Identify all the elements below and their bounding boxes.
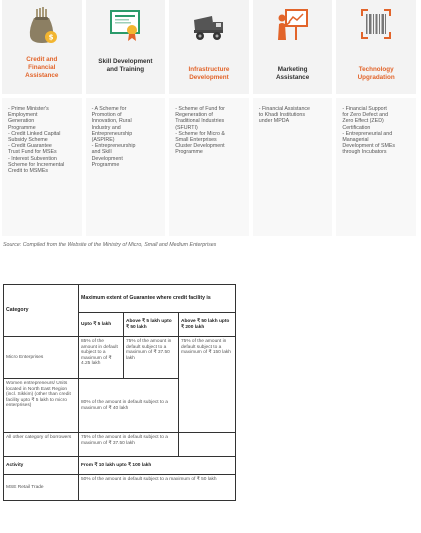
dump-truck-icon	[192, 6, 226, 46]
table-cell: 75% of the amount in default subject to a maximum of ₹ 37.50 lakh	[124, 337, 179, 379]
list-item: - Entrepreneurship and Skill Development Programme	[91, 143, 136, 168]
list-item: - Credit Guarantee Trust Fund for MSEs	[8, 143, 57, 156]
panel-title: Skill Development and Training	[98, 58, 153, 73]
table-row-label: Micro Enterprises	[4, 337, 79, 379]
panel-title: Credit and Financial Assistance	[25, 56, 59, 79]
list-item: - Financial Support for Zero Defect and Zero Effect (ZED) Certification	[342, 106, 389, 131]
list-item: - Scheme of Fund for Regeneration of Traditional Industries (SFURTI)	[175, 106, 225, 131]
guarantee-table	[3, 284, 236, 501]
table-cell: 50% of the amount in default subject to a maximum of ₹ 50 lakh	[79, 475, 236, 501]
table-cell: 75% of the amount in default subject to a maximum of ₹ 150 lakh	[179, 337, 236, 433]
col-header: Above ₹ 5 lakh upto ₹ 50 lakh	[124, 313, 179, 337]
table-row-label: MSE Retail Trade	[4, 475, 79, 501]
svg-text:$: $	[48, 33, 54, 42]
source-caption: Source: Compiled from the Website of the Ministry of Micro, Small and Medium Enterprises	[3, 242, 217, 248]
list-item: - Financial Assistance to Khadi Institutions under MPDA	[258, 106, 311, 125]
list-item: - Scheme for Micro & Small Enterprises Cluster Development Programme	[175, 130, 225, 156]
scheme-panels	[2, 0, 416, 236]
guarantee-header: Maximum extent of Guarantee where credit facility is	[79, 285, 236, 313]
panel-technology	[336, 0, 416, 236]
panel-skill-development	[86, 0, 166, 236]
table-row-label: Women entrepreneurs/ Units located in North East Region (incl. Sikkim) (other than credit facility upto ₹ 5 lakh to micro enterprises)	[4, 379, 79, 433]
list-item: - Credit Linked Capital Subsidy Scheme	[8, 130, 61, 144]
table-cell: 80% of the amount in default subject to a maximum of ₹ 40 lakh	[79, 379, 179, 433]
list-item: - Entrepreneurial and Managerial Development of SMEs through Incubators	[342, 130, 396, 156]
table-row-label: All other category of borrowers	[4, 433, 79, 457]
panel-marketing	[253, 0, 333, 236]
table-row-label: Activity	[4, 457, 79, 475]
list-item: - Prime Minister's Employment Generation Programme	[8, 106, 49, 131]
barcode-icon	[359, 6, 393, 46]
table-cell: 75% of the amount in default subject to a maximum of ₹ 37.50 lakh	[79, 433, 179, 457]
list-item: - A Scheme for Promotion of Innovation, Rural Industry and Entrepreneurship (ASPIRE)	[91, 106, 133, 144]
table-cell	[179, 433, 236, 457]
col-header: Upto ₹ 5 lakh	[79, 313, 124, 337]
panel-title: Infrastructure Development	[188, 66, 230, 81]
panel-credit-financial	[2, 0, 82, 236]
money-bag-icon	[25, 6, 59, 46]
panel-title: Marketing Assistance	[275, 66, 310, 81]
panel-infrastructure	[169, 0, 249, 236]
category-header: Category	[4, 285, 79, 337]
panel-title: Technology Upgradation	[357, 66, 395, 81]
table-cell: 85% of the amount in default subject to a maximum of ₹ 4.25 lakh	[79, 337, 124, 379]
certificate-icon	[108, 6, 142, 46]
presenter-icon	[276, 6, 310, 46]
col-header: Above ₹ 50 lakh upto ₹ 200 lakh	[179, 313, 236, 337]
table-cell: From ₹ 10 lakh upto ₹ 100 lakh	[79, 457, 236, 475]
list-item: - Interest Subvention Scheme for Incremental Credit to MSMEs	[8, 155, 65, 175]
